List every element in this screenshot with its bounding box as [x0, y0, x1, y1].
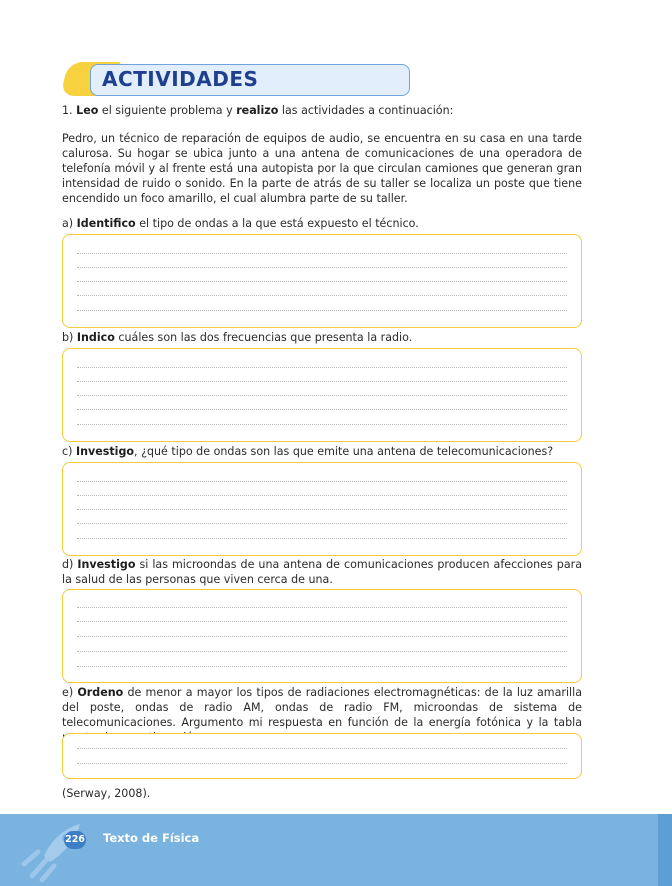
question-verb: Investigo [75, 445, 135, 458]
intro-instruction [62, 103, 582, 118]
question-prefix: b) [62, 331, 77, 344]
intro-text-2: las actividades a continuación: [278, 104, 454, 117]
intro-verb-leo: Leo [76, 104, 99, 117]
answer-line [77, 748, 567, 749]
answer-line [77, 310, 567, 311]
question-text: , ¿qué tipo de ondas son las que emite una antena de telecomunicaciones? [134, 445, 554, 458]
answer-box-d[interactable] [62, 589, 582, 683]
question-c [62, 444, 582, 459]
citation: (Serway, 2008). [62, 787, 151, 800]
answer-line [77, 381, 567, 382]
answer-line [77, 666, 567, 667]
answer-line [77, 253, 567, 254]
answer-line [77, 538, 567, 539]
answer-line [77, 607, 567, 608]
activities-header [60, 62, 410, 96]
answer-line [77, 636, 567, 637]
page-footer [0, 814, 672, 886]
question-d [62, 557, 582, 587]
question-a [62, 216, 582, 231]
item-number: 1. [62, 104, 73, 117]
question-text: de menor a mayor los tipos de radiaciones electromagnéticas: de la luz amarilla del poste, ondas de radio AM, ondas de radio FM, microondas de sistema de telecomunicaciones. Argumento mi respuesta en función de la energía fotónica y la tabla [62, 686, 582, 729]
answer-line [77, 621, 567, 622]
footer-edge-strip [658, 814, 672, 886]
answer-box-e[interactable] [62, 733, 582, 779]
answer-line [77, 509, 567, 510]
intro-text-1: el siguiente problema y [98, 104, 237, 117]
answer-line [77, 763, 567, 764]
question-verb: Indico [76, 331, 115, 344]
answer-line [77, 651, 567, 652]
answer-line [77, 395, 567, 396]
question-prefix: c) [62, 445, 76, 458]
question-prefix: e) [62, 686, 78, 699]
page-number: 226 [64, 831, 86, 849]
answer-line [77, 495, 567, 496]
answer-line [77, 267, 567, 268]
answer-line [77, 424, 567, 425]
question-prefix: d) [62, 558, 78, 571]
answer-line [77, 367, 567, 368]
intro-verb-realizo: realizo [236, 104, 279, 117]
answer-line [77, 281, 567, 282]
question-text: cuáles son las dos frecuencias que presenta la radio. [114, 331, 413, 344]
answer-line [77, 523, 567, 524]
rocket-emblem-icon [14, 818, 86, 882]
book-title: Texto de Física [103, 831, 200, 845]
question-verb: Identifico [76, 217, 136, 230]
answer-box-c[interactable] [62, 462, 582, 556]
answer-line [77, 295, 567, 296]
question-prefix: a) [62, 217, 77, 230]
question-verb: Ordeno [77, 686, 124, 699]
answer-line [77, 409, 567, 410]
question-text: si las microondas de una antena de comunicaciones producen afecciones para la salud de las personas que viven cerca de una. [62, 558, 582, 586]
page-title: ACTIVIDADES [102, 67, 259, 91]
question-text: el tipo de ondas a la que está expuesto el técnico. [135, 217, 419, 230]
scenario-paragraph: Pedro, un técnico de reparación de equipos de audio, se encuentra en su casa en una tarde calurosa. Su hogar se ubica junto a una antena de comunicaciones de una operadora de telefonía móvil y al frente está una autopista por la que circulan camiones que generan gran intensidad de ruido o sonido. En la parte de atrás de su taller se localiza un poste que tiene encendido un foco amarillo, el cual alumbra parte de su taller. [62, 132, 582, 205]
question-verb: Investigo [77, 558, 136, 571]
question-b [62, 330, 582, 345]
answer-line [77, 481, 567, 482]
answer-box-b[interactable] [62, 348, 582, 442]
answer-box-a[interactable] [62, 234, 582, 328]
